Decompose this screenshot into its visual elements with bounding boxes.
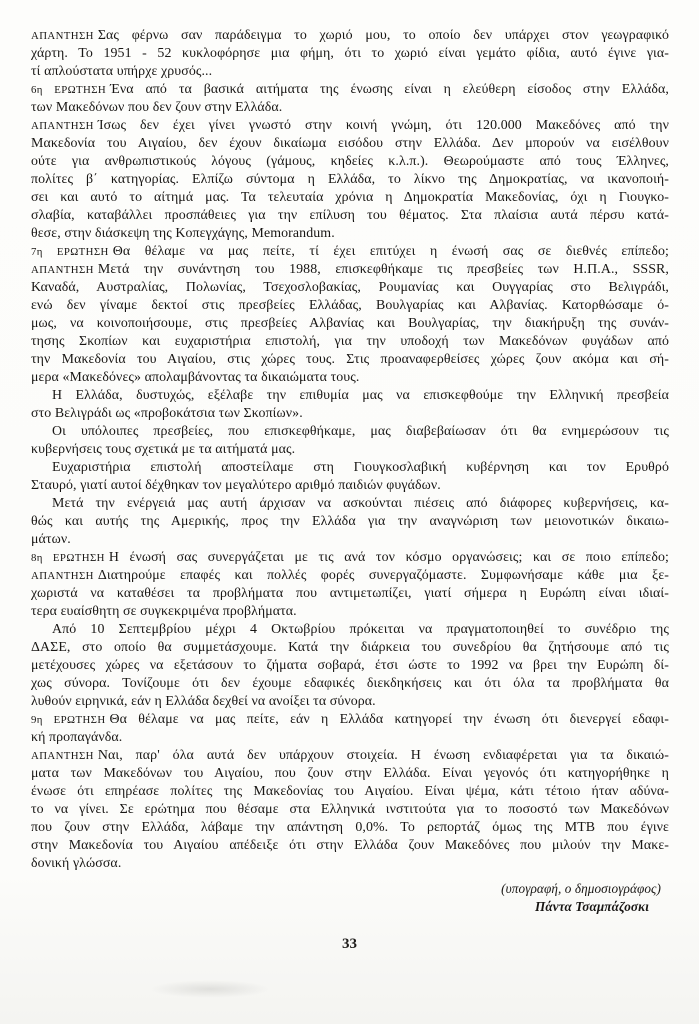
text-line: Μετά την ενέργειά μας αυτή άρχισαν να ασκούνται πιέσεις από διάφορες κυβερνήσεις, κα- (52, 496, 669, 511)
text-line: ΑΠΑΝΤΗΣΗ Διατηρούμε επαφές και πολλές φορές συνεργαζόμαστε. Συμφωνήσαμε κάθε μια ξε- (31, 568, 669, 583)
question-label: 7η ΕΡΩΤΗΣΗ (31, 246, 109, 258)
answer-label: ΑΠΑΝΤΗΣΗ (31, 750, 94, 762)
text-line: χωριστά να καταθέσει τα προβλήματα που αντιμετωπίζει, γιατί σήμερα η Ευρώπη είναι ιδιαί- (31, 586, 669, 601)
text-line: ΑΠΑΝΤΗΣΗ Ναι, παρ' όλα αυτά δεν υπάρχουν στοιχεία. Η ένωση ενδιαφέρεται για τα δικαιώ- (31, 748, 669, 763)
qa-paragraph (31, 27, 669, 81)
text-line: Σταυρό, γιατί αυτοί δέχθηκαν τον μεγαλύτερο αριθμό παιδιών φυγάδων. (31, 478, 441, 493)
question-label: 6η ΕΡΩΤΗΣΗ (31, 84, 107, 96)
text-line: στο Βελιγράδι ως «προβοκάτσια των Σκοπίων». (31, 406, 303, 421)
question-label: 8η ΕΡΩΤΗΣΗ (31, 552, 105, 564)
qa-paragraph (31, 567, 669, 621)
qa-paragraph (31, 261, 669, 387)
text-line: 8η ΕΡΩΤΗΣΗ Η ένωσή σας συνεργάζεται με τις ανά τον κόσμο οργανώσεις; και σε ποιο επίπεδο; (31, 550, 669, 565)
scan-smudge (150, 980, 270, 998)
text-line: Η Ελλάδα, δυστυχώς, εξέλαβε την επιθυμία μας να επισκεφθούμε την Ελληνική πρεσβεία (52, 388, 669, 403)
qa-paragraph (31, 747, 669, 873)
text-line: κή προπαγάνδα. (31, 730, 123, 745)
text-line: θώς και αυτής της Αμερικής, προς την Ελλάδα για την αναγνώριση των μειονοτικών δικαιω- (31, 514, 669, 529)
text-line: 6η ΕΡΩΤΗΣΗ Ένα από τα βασικά αιτήματα της ένωσης είναι η ελεύθερη είσοδος στην Ελλάδα, (31, 82, 669, 97)
text-line: 7η ΕΡΩΤΗΣΗ Θα θέλαμε να μας πείτε, τί έχει επιτύχει η ένωσή σας σε διεθνές επίπεδο; (31, 244, 669, 259)
text-line: μως, να κοινοποιήσουμε, στις πρεσβείες Αλβανίας και Βουλγαρίας, την διακήρυξη της συνάν- (31, 316, 669, 331)
text-line: μετέχουσες χώρες να εξετάσουν το ζήματα σοβαρά, έτσι ώστε το 1992 να βρει την Ευρώπη δί- (31, 658, 669, 673)
answer-label: ΑΠΑΝΤΗΣΗ (31, 264, 94, 276)
text-line: μάτων. (31, 532, 71, 547)
body-paragraph (31, 495, 669, 549)
body-paragraph (31, 621, 669, 711)
text-line: Καναδά, Αυστραλίας, Πολωνίας, Τσεχοσλοβακίας, Ρουμανίας και Ουγγαρίας στο Βελιγράδι, (31, 280, 669, 295)
text-line: ούτε για ανθρωπιστικούς λόγους (γάμους, κηδείες κ.λ.π.). Θεωρούμαστε από τους Έλληνες, (31, 154, 669, 169)
text-line: Οι υπόλοιπες πρεσβείες, που επισκεφθήκαμε, μας διαβεβαίωσαν ότι θα ενημερώσουν τις (52, 424, 669, 439)
text-line: σει και αυτό το αίτημά μας. Τα τελευταία χρόνια η Δημοκρατία Μακεδονίας, όχι η Γιουγκο- (31, 190, 669, 205)
text-line: κυβερνήσεις τους σχετικά με τα αιτήματά μας. (31, 442, 296, 457)
text-line: δονική γλώσσα. (31, 856, 122, 871)
qa-paragraph (31, 711, 669, 747)
text-line: ματα των Μακεδόνων του Αιγαίου, που ζουν στην Ελλάδα. Είναι γεγονός ότι κατηγορήθηκε η (31, 766, 669, 781)
text-block (31, 27, 669, 916)
text-line: χως σύνορα. Τονίζουμε ότι δεν έχουμε εδαφικές διεκδηκήσεις και ότι όλα τα προβλήματα θα (31, 676, 669, 691)
text-line: την Μακεδονία του Αιγαίου, στις χώρες τους. Στις προαναφερθείσες χώρες ζουν ακόμα και σή- (31, 352, 669, 367)
text-line: Μακεδονία του Αιγαίου, δεν έχουν δικαίωμα εισόδου στην Ελλάδα. Δεν μπορούν να εισέλθουν (31, 136, 669, 151)
text-line: τερα ευαίσθητη σε συγκεκριμένα προβλήματα. (31, 604, 297, 619)
body-paragraph (31, 387, 669, 423)
text-line: τί απλούστατα υπήρχε χρυσός... (31, 64, 213, 79)
text-line: το να γίνει. Σε ερώτημα που θέσαμε στα Ελληνικά ινστιτούτα για το ποσοστό των Μακεδόνων (31, 802, 669, 817)
text-line: ένωσε ότι επηρέασε πολίτες της Μακεδονίας του Αιγαίου. Είναι ψέμα, κάτι τέτοιο ήταν αδύνα- (31, 784, 669, 799)
text-line: των Μακεδόνων που δεν ζουν στην Ελλάδα. (31, 100, 283, 115)
text-line: μερα «Μακεδόνες» απολαμβάνοντας τα δικαιώματα τους. (31, 370, 360, 385)
text-line: που ζουν στην Ελλάδα, λάβαμε την απάντηση 0,0%. Το ρεπορτάζ όμως της ΜΤΒ που έγινε (31, 820, 669, 835)
body-paragraph (31, 423, 669, 459)
text-line: θεσε, στην διάσκεψη της Κοπεγχάγης, Memorandum. (31, 226, 335, 241)
text-line: τησης Σκοπίων και ευχαριστήρια επιστολή, για την υποδοχή των Μακεδόνων φυγάδων από (31, 334, 669, 349)
text-line: στην Μακεδονία του Αιγαίου απέδειξε ότι στην Ελλάδα ζουν Μακεδόνες που μιλούν την Μακε- (31, 838, 669, 853)
text-line: ΔΑΣΕ, στο οποίο θα συμμετάσχουμε. Κατά την διάρκεια του συνεδρίου θα ζητήσουμε από τις (31, 640, 669, 655)
text-line: χάρτη. Το 1951 - 52 κυκλοφόρησε μια φήμη, ότι το χωριό είναι γεμάτο φίδια, αυτό έγινε για- (31, 46, 669, 61)
text-line: λυθούν ειρηνικά, εάν η Ελλάδα δεχθεί να ανοίξει τα σύνορα. (31, 694, 376, 709)
signature-caption: (υπογραφή, ο δημοσιογράφος) (501, 881, 661, 896)
answer-label: ΑΠΑΝΤΗΣΗ (31, 570, 94, 582)
signature-name: Πάντα Τσαμπάζοσκι (535, 899, 649, 914)
text-line: ΑΠΑΝΤΗΣΗ Μετά την συνάντηση του 1988, επισκεφθήκαμε τις πρεσβείες των Η.Π.Α., SSSR, (31, 262, 669, 277)
text-line: Από 10 Σεπτεμβρίου μέχρι 4 Οκτωβρίου πρόκειται να πραγματοποιηθεί το συνέδριο της (52, 622, 669, 637)
text-line: ενώ δεν γίναμε δεκτοί στις πρεσβείες Ελλάδας, Βουλγαρίας και Αλβανίας. Κατορθώσαμε ό- (31, 298, 669, 313)
text-line: ΑΠΑΝΤΗΣΗ Ίσως δεν έχει γίνει γνωστό στην κοινή γνώμη, ότι 120.000 Μακεδόνες από την (31, 118, 669, 133)
body-paragraph (31, 459, 669, 495)
answer-label: ΑΠΑΝΤΗΣΗ (31, 30, 94, 42)
page-number: 33 (342, 936, 357, 952)
text-line: 9η ΕΡΩΤΗΣΗ Θα θέλαμε να μας πείτε, εάν η Ελλάδα κατηγορεί την ένωση ότι διενεργεί εδαφι- (31, 712, 669, 727)
question-label: 9η ΕΡΩΤΗΣΗ (31, 714, 106, 726)
answer-label: ΑΠΑΝΤΗΣΗ (31, 120, 94, 132)
text-line: πολίτες β΄ κατηγορίας. Ελπίζω σύντομα η Ελλάδα, το λίκνο της Δημοκρατίας, να ικανοποιή- (31, 172, 669, 187)
qa-paragraph (31, 549, 669, 567)
text-line: ΑΠΑΝΤΗΣΗ Σας φέρνω σαν παράδειγμα το χωριό μου, το οποίο δεν υπάρχει στον γεωγραφικό (31, 28, 669, 43)
signature-block (31, 880, 669, 916)
qa-paragraph (31, 81, 669, 117)
qa-paragraph (31, 117, 669, 243)
text-line: Ευχαριστήρια επιστολή αποστείλαμε στη Γιουγκοσλαβική κυβέρνηση και τον Ερυθρό (52, 460, 669, 475)
qa-paragraph (31, 243, 669, 261)
text-line: σλαβία, καταβάλλει προσπάθειες για την επίλυση του θέματος. Στα πλαίσια αυτά πέρσυ κατά- (31, 208, 669, 223)
